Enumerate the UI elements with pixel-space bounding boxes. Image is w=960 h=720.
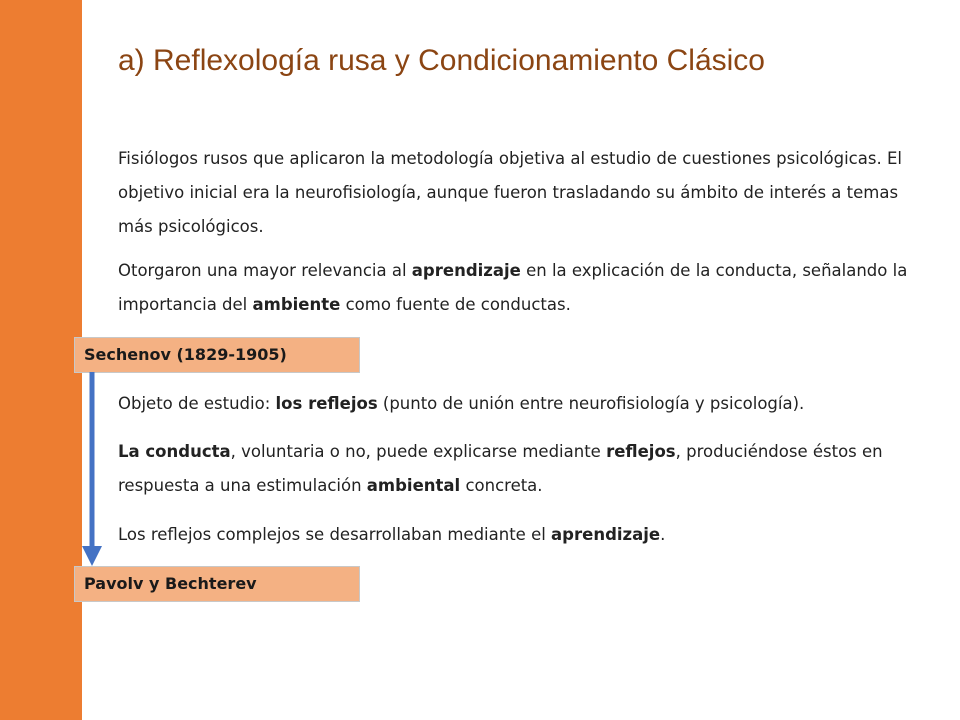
text-span: , produciéndose éstos en respuesta a una estimulación xyxy=(118,442,883,495)
timeline-down-arrow-icon xyxy=(80,372,104,568)
bold-term: los reflejos xyxy=(275,394,378,413)
text-span: . xyxy=(660,525,666,544)
bold-term: reflejos xyxy=(606,442,676,461)
text-span: como fuente de conductas. xyxy=(340,295,571,314)
pavlov-bechterev-label-box: Pavolv y Bechterev xyxy=(74,566,360,602)
bold-term: ambiental xyxy=(366,476,461,495)
bold-term: La conducta xyxy=(118,442,231,461)
bold-term: ambiente xyxy=(252,295,341,314)
slide-title: a) Reflexología rusa y Condicionamiento Clásico xyxy=(118,44,765,77)
text-span: Otorgaron una mayor relevancia al xyxy=(118,261,412,280)
bold-term: aprendizaje xyxy=(411,261,521,280)
sechenov-paragraph-3 xyxy=(118,518,938,552)
orange-sidebar-bar xyxy=(0,0,82,720)
sechenov-label-box: Sechenov (1829-1905) xyxy=(74,337,360,373)
bold-term: aprendizaje xyxy=(551,525,661,544)
text-span: Los reflejos complejos se desarrollaban mediante el xyxy=(118,525,552,544)
intro-paragraph-2 xyxy=(118,254,938,322)
text-span: concreta. xyxy=(460,476,543,495)
text-span: , voluntaria o no, puede explicarse mediante xyxy=(230,442,607,461)
text-span: (punto de unión entre neurofisiología y psicología). xyxy=(377,394,805,413)
sechenov-paragraph-2 xyxy=(118,435,938,503)
sechenov-paragraph-1 xyxy=(118,387,938,421)
text-span: Objeto de estudio: xyxy=(118,394,276,413)
timeline-arrow-head xyxy=(82,546,102,566)
text-span: en la explicación de la conducta, señalando la importancia del xyxy=(118,261,908,314)
intro-paragraph-1: Fisiólogos rusos que aplicaron la metodología objetiva al estudio de cuestiones psicológicas. El objetivo inicial era la neurofisiología, aunque fueron trasladando su ámbito de interés a temas más psicológicos. xyxy=(118,149,902,236)
